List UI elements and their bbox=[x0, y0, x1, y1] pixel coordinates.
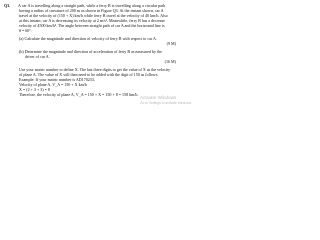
instruction-line: Use your matric number to define X. The last three digits to get the value of X as the velocity bbox=[19, 67, 171, 72]
question-paragraph-line: travel at the velocity of (150 + X) km/h while ferry B travel at the velocity of 40 km/h. Also bbox=[19, 13, 168, 18]
part-b-text: (b) Determine the magnitude and direction of acceleration of ferry B as measured by the bbox=[19, 49, 162, 54]
question-page bbox=[0, 0, 200, 108]
instruction-line: of plane A. The value of X will then need to be added with the digit of 150 as follows. bbox=[19, 72, 159, 77]
instruction-line: Example: If your matric number is AD170233, bbox=[19, 77, 95, 82]
question-paragraph-line: θ = 60°. bbox=[19, 28, 32, 33]
part-a-text: (a) Calculate the magnitude and direction of velocity of ferry B with respect to car A. bbox=[19, 36, 157, 41]
instruction-line: X = (2 + 3 + 3) = 8 bbox=[19, 87, 50, 92]
part-a-marks: (9 M) bbox=[166, 41, 176, 46]
watermark-title: Activate Windows bbox=[139, 95, 177, 100]
question-paragraph-line: velocity of 4500 km/h². The angle between straight path of car A and the horizontal line is bbox=[19, 23, 165, 28]
part-b-text: driver of car A. bbox=[25, 54, 50, 59]
instruction-line: Velocity of plane A, V_A = 150 + X km/h bbox=[19, 82, 87, 87]
watermark-subtitle: Go to Settings to activate Windows. bbox=[139, 101, 192, 105]
instruction-line: Therefore, the velocity of plane A, V_A = 150 + X = 150 + 8 = 158 km/h. bbox=[19, 92, 139, 97]
part-b-marks: (16 M) bbox=[164, 59, 176, 64]
activate-windows-watermark bbox=[140, 95, 192, 105]
question-paragraph-line: at this instant, car A is decreasing its velocity at 2 m/s². Meanwhile, ferry B has a decrease bbox=[19, 18, 165, 23]
question-paragraph-line: having a radius of curvature of 200 m as shown in Figure Q3. At the instant shown, car A bbox=[19, 8, 164, 13]
question-label: Q3. bbox=[4, 3, 11, 8]
question-paragraph-line: A car A is travelling along a straight path, while a ferry B is travelling along a circular path bbox=[18, 3, 166, 8]
